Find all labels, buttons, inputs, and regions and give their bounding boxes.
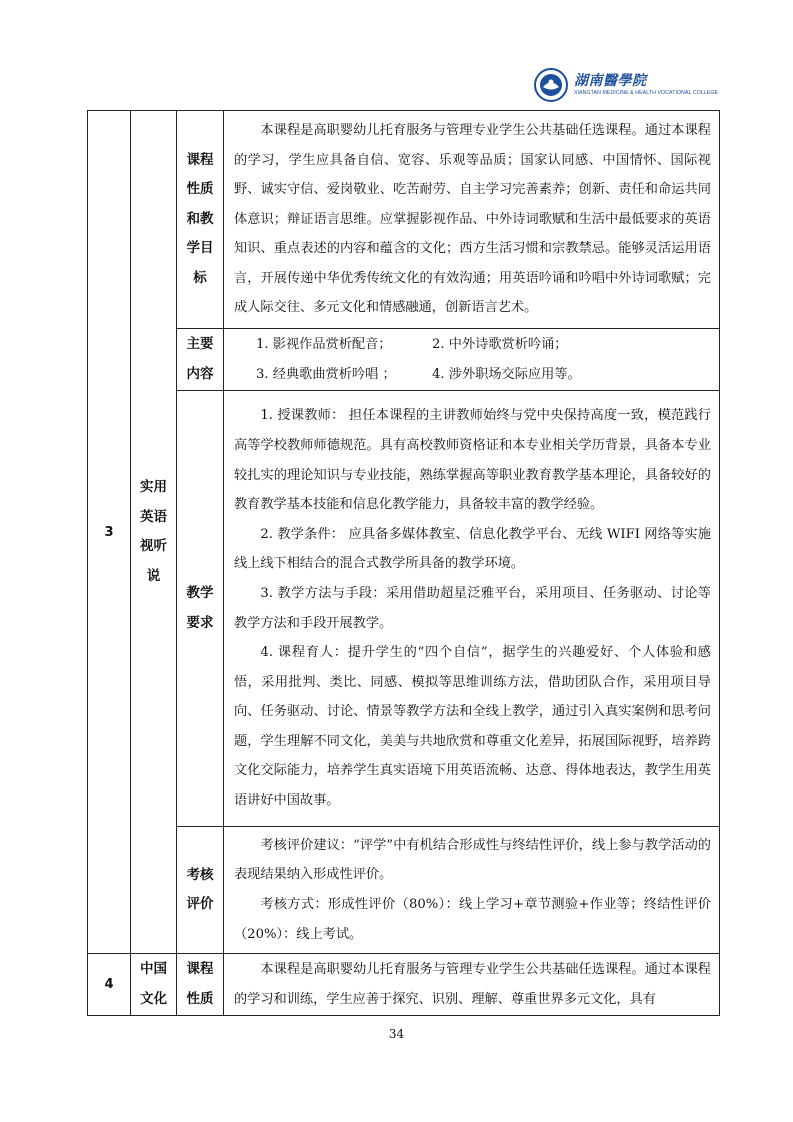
- list-item: [256, 330, 711, 360]
- section-label-cell: [177, 954, 224, 1016]
- college-header: [534, 66, 724, 106]
- paragraph: 本课程是高职婴幼儿托育服务与管理专业学生公共基础任选课程。通过本课程的学习，学生应具备自信、宽容、乐观等品质；国家认同感、中国情怀、国际视野、诚实守信、爱岗敬业、吃苦耐劳、自主学习完善素养；创新、责任和命运共同体意识；辩证语言思维。应掌握影视作品、中外诗词歌赋和生活中最低要求的英语知识、重点表述的内容和蕴含的文化；西方生活习惯和宗教禁忌。能够灵活运用语言，开展传递中华优秀传统文化的有效沟通；用英语吟诵和吟唱中外诗词歌赋；完成人际交往、多元文化和情感融通，创新语言艺术。: [234, 122, 711, 316]
- content-item: 1. 影视作品赏析配音；: [256, 336, 392, 352]
- paragraph: 3. 教学方法与手段：采用借助超星泛雅平台，采用项目、任务驱动、讨论等教学方法和手段开展教学。: [234, 585, 711, 631]
- paragraph: 4. 课程育人：提升学生的“四个自信”，据学生的兴趣爱好、个人体验和感悟，采用批判、类比、同感、模拟等思维训练方法，借助团队合作，采用项目导向、任务驱动、讨论、情景等教学方法和全线上教学，通过引入真实案例和思考问题，学生理解不同文化，美美与共地欣赏和尊重文化差异，拓展国际视野，培养跨文化交际能力，培养学生真实语境下用英语流畅、达意、得体地表达，教学生用英语讲好中国故事。: [234, 645, 711, 809]
- table-row: [88, 827, 720, 954]
- section-label: 课程性质: [186, 961, 214, 1007]
- course-name-cell: [131, 111, 177, 954]
- paragraph: 2. 教学条件： 应具备多媒体教室、信息化教学平台、无线 WIFI 网络等实施线上线下相结合的混合式教学所具备的教学环境。: [234, 526, 711, 572]
- content-item: 3. 经典歌曲赏析吟唱 ；: [256, 366, 396, 382]
- section-content: [224, 954, 720, 1016]
- course-name-cell: [131, 954, 177, 1016]
- table-row: [88, 954, 720, 1016]
- table-row: [88, 329, 720, 391]
- section-label: 教学要求: [186, 585, 214, 631]
- section-content: [224, 827, 720, 954]
- section-label-cell: [177, 329, 224, 391]
- paragraph: 考核方式：形成性评价（80%）：线上学习+章节测验+作业等；终结性评价（20%）：线上考试。: [234, 897, 711, 942]
- section-label: 考核评价: [186, 866, 214, 912]
- content-item: 2. 中外诗歌赏析吟诵；: [432, 336, 568, 352]
- paragraph: 本课程是高职婴幼儿托育服务与管理专业学生公共基础任选课程。通过本课程的学习和训练，学生应善于探究、识别、理解、尊重世界多元文化，具有: [234, 961, 711, 1007]
- paragraph: 1. 授课教师： 担任本课程的主讲教师始终与党中央保持高度一致，模范践行高等学校教师师德规范。具有高校教师资格证和本专业相关学历背景，具备本专业较扎实的理论知识与专业技能，熟练掌握高等职业教育教学基本理论，具备较好的教育教学基本技能和信息化教学能力，具备较丰富的教学经验。: [234, 408, 711, 513]
- college-name-cn: 湖南醫學院: [574, 73, 647, 89]
- course-name: 实用英语视听说: [140, 479, 167, 584]
- section-label: 主要内容: [186, 336, 214, 382]
- content-item: 4. 涉外职场交际应用等。: [432, 366, 581, 382]
- section-content: [224, 391, 720, 827]
- section-label-cell: [177, 827, 224, 954]
- list-item: [256, 360, 711, 390]
- course-number: 3: [88, 111, 131, 954]
- course-number: 4: [88, 954, 131, 1016]
- section-label-cell: [177, 111, 224, 329]
- section-label-cell: [177, 391, 224, 827]
- college-name-en: XIANGTAN MEDICINE & HEALTH VOCATIONAL COLLEGE: [574, 90, 719, 96]
- course-table: [87, 110, 720, 1016]
- section-content: [224, 111, 720, 329]
- section-label: 课程性质和教学目标: [186, 151, 214, 286]
- table-row: [88, 111, 720, 329]
- table-row: [88, 391, 720, 827]
- paragraph: 考核评价建议：“评学”中有机结合形成性与终结性评价，线上参与教学活动的表现结果纳入形成性评价。: [234, 837, 711, 883]
- section-content: [224, 329, 720, 391]
- page-number: 34: [388, 1027, 405, 1041]
- college-logo-icon: [534, 68, 568, 102]
- course-name: 中国文化: [140, 961, 167, 1007]
